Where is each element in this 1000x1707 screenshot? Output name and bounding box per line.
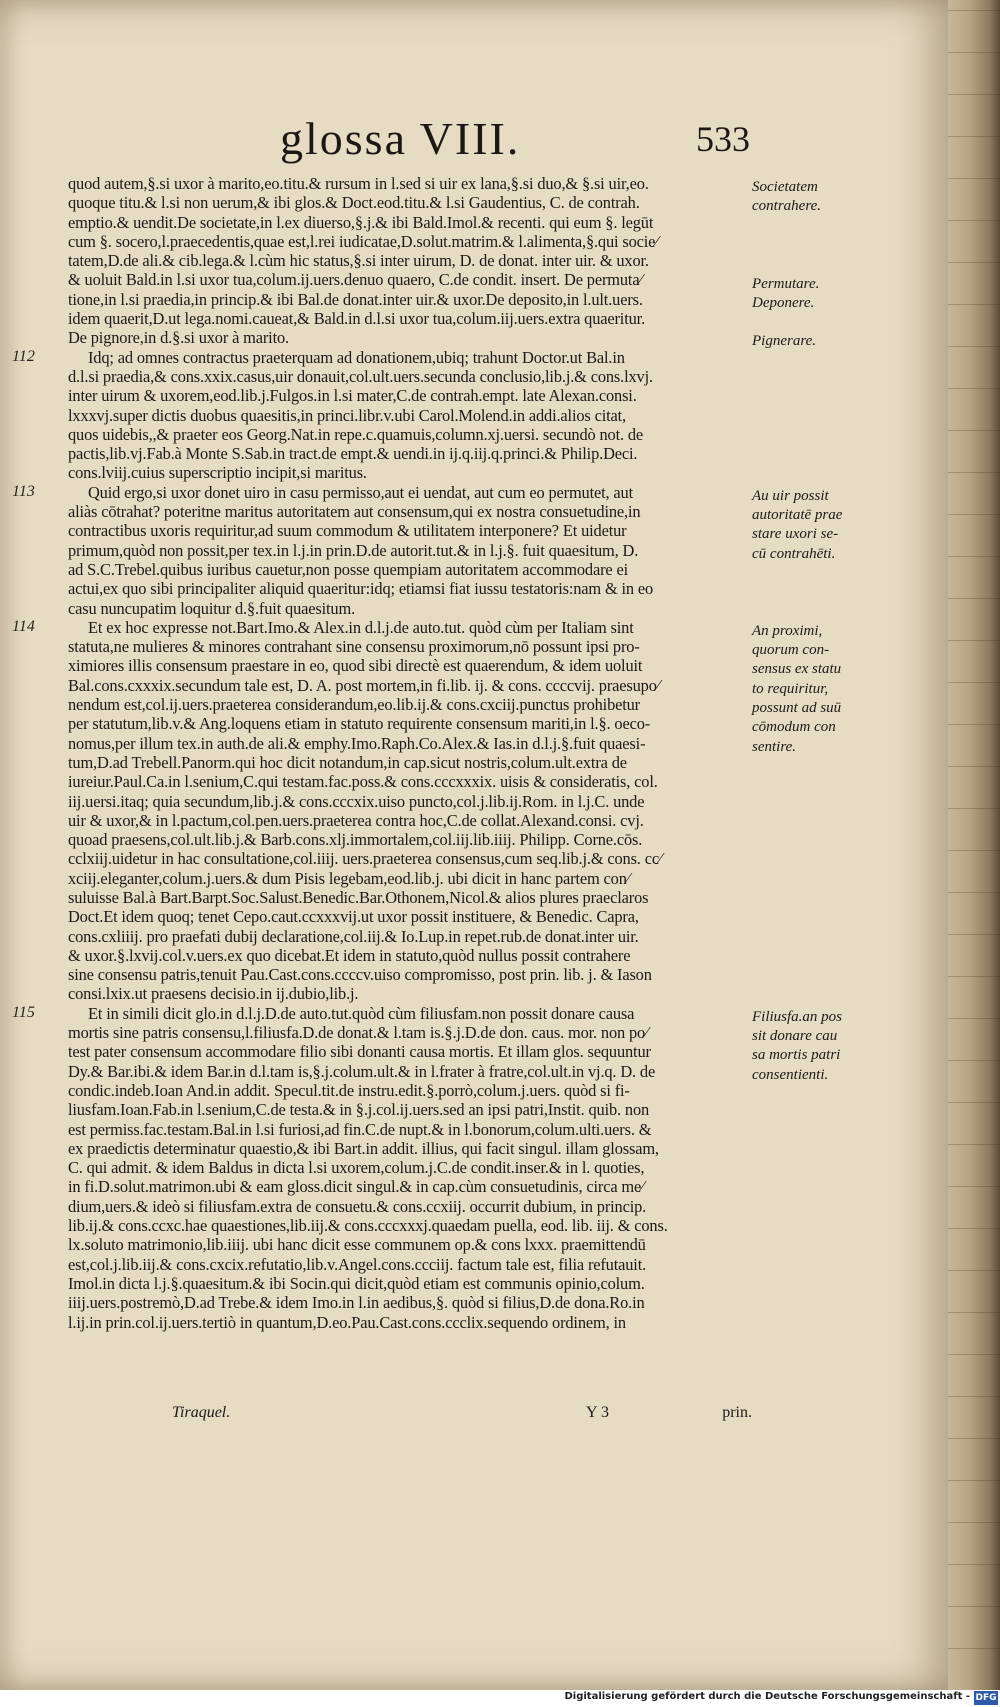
paragraph-number: 115 (12, 1003, 35, 1021)
paragraph-number: 113 (12, 482, 35, 500)
page-footer (68, 1404, 752, 1426)
edge-line (948, 1564, 1000, 1565)
edge-line (948, 724, 1000, 725)
edge-line (948, 10, 1000, 11)
text-line: Dy.& Bar.ibi.& idem Bar.in d.l.tam is,§.j.colum.ult.& in l.frater à fratre,col.ult.in vj.q. D. de (68, 1061, 656, 1081)
edge-line (948, 220, 1000, 221)
edge-line (948, 1060, 1000, 1061)
edge-line (948, 1522, 1000, 1523)
edge-line (948, 346, 1000, 347)
edge-line (948, 514, 1000, 515)
margin-note (752, 622, 848, 757)
text-line: consi.lxix.ut praesens decisio.in ij.dubio,lib.j. (68, 984, 359, 1004)
text-line: Doct.Et idem quoq; tenet Cepo.caut.ccxxxvij.ut uxor possit instituere, & Benedic. Capra, (68, 907, 639, 927)
text-line: tione,in l.si praedia,in princip.& ibi Bal.de donat.inter uir.& uxor.De deposito,in l.ult.uers. (68, 289, 643, 309)
text-line: lxxxvj.super dictis duobus quaesitis,in princi.libr.v.ubi Carol.Molend.in addi.alios citat, (68, 405, 626, 425)
text-line: uir & uxor,& in l.pactum,col.pen.uers.praeterea contra hoc,C.de collat.Alexand.consi. cvj. (68, 810, 644, 830)
text-line: Quid ergo,si uxor donet uiro in casu permisso,aut ei uendat, aut cum eo permutet, aut (88, 482, 634, 502)
text-line: lx.soluto matrimonio,lib.iiij. ubi hanc dicit esse communem op.& cons lxxx. praemittendū (68, 1235, 646, 1255)
text-line: C. qui admit. & idem Baldus in dicta l.si uxorem,colum.j.C.de condit.inser.& in l. quoties, (68, 1158, 645, 1178)
body-text (68, 174, 752, 1332)
text-line: actui,ex quo sibi principaliter aliquid quaeritur:idq; etiamsi fiat iussu testatoris:nam & in eo (68, 579, 654, 599)
edge-line (948, 808, 1000, 809)
margin-note-line: cū contrahēti. (752, 545, 836, 562)
margin-note-line: autoritatē prae (752, 507, 843, 524)
text-line: Idq; ad omnes contractus praeterquam ad donationem,ubiq; trahunt Doctor.ut Bal.in (88, 347, 625, 367)
text-line: primum,quòd non possit,per tex.in l.j.in prin.D.de autorit.tut.& in l.j.§. fuit quaesitum, D. (68, 540, 639, 560)
edge-line (948, 1270, 1000, 1271)
text-line: Bal.cons.cxxxix.secundum tale est, D. A. post mortem,in fi.lib. ij. & cons. ccccvij. praesupo⁄ (68, 675, 660, 695)
edge-line (948, 304, 1000, 305)
text-line: idem quaerit,D.ut lega.nomi.caueat,& Bald.in d.l.si uxor tua,colum.iij.uers.extra quaeritur. (68, 309, 646, 329)
margin-note-line: An proximi, (752, 622, 823, 639)
text-line: quoque titu.& l.si non uerum,& ibi glos.& Doct.eod.titu.& l.si Gaudentius, C. de contrah. (68, 193, 640, 213)
edge-line (948, 1102, 1000, 1103)
edge-line (948, 598, 1000, 599)
margin-note-line: Societatem (752, 179, 818, 195)
credit-text: Digitalisierung gefördert durch die Deutsche Forschungsgemeinschaft - (564, 1691, 970, 1702)
text-line: pactis,lib.vj.Fab.à Monte S.Sab.in tract.de empt.& uendi.in ij.q.iij.q.princi.& Philip.Deci. (68, 444, 638, 464)
text-line: aliàs cōtrahat? poteritne maritus autoritatem aut consensum,qui ex nostra consuetudine,in (68, 502, 641, 522)
paragraph-number: 112 (12, 347, 35, 365)
text-line: emptio.& uendit.De societate,in l.ex diuerso,§.j.& ibi Bald.Imol.& recenti. qui eum §. legūt (68, 212, 654, 232)
page-number: 533 (696, 119, 750, 159)
text-line: liusfam.Ioan.Fab.in l.senium,C.de testa.& in §.j.col.ij.uers.sed an ipsi patri,Instit. quib. non (68, 1100, 650, 1120)
text-line: statuta,ne mulieres & minores contrahant sine consensu proximorum,nō possunt ipsi pro- (68, 637, 640, 657)
text-line: quos uidebis,,& praeter eos Georg.Nat.in repe.c.quamuis,column.xj.uersi. secundò not. de (68, 424, 644, 444)
text-line: tatem,D.de ali.& cib.lega.& l.cùm hic status,§.si inter uirum, D. de donat. inter uir. & uxor. (68, 251, 649, 271)
margin-note-line: to requiritur, (752, 680, 829, 697)
margin-note-line: cōmodum con (752, 719, 836, 736)
edge-line (948, 94, 1000, 95)
edge-line (948, 934, 1000, 935)
margin-note-line: possunt ad suū (752, 700, 842, 717)
edge-line (948, 1396, 1000, 1397)
edge-line (948, 892, 1000, 893)
text-line: iiij.uers.postremò,D.ad Trebe.& idem Imo.in l.in aedibus,§. quòd si filius,D.de dona.Ro.in (68, 1293, 645, 1313)
dfg-logo-icon: DFG (975, 1693, 997, 1703)
edge-line (948, 1354, 1000, 1355)
text-line: cclxiij.uidetur in hac consultatione,col.iiij. uers.praeterea consensus,cum seq.lib.j.& cons. cc⁄ (68, 849, 662, 869)
margin-note-line: Deponere. (752, 294, 815, 311)
margin-note-line: stare uxori se- (752, 526, 839, 543)
text-line: est permiss.fac.testam.Bal.in l.si furiosi,ad fin.C.de nupt.& in l.bonorum,colum.ulti.uers. & (68, 1119, 652, 1139)
text-line: quod autem,§.si uxor à marito,eo.titu.& rursum in l.sed si uir ex lana,§.si duo,& §.si uir,eo. (68, 174, 649, 193)
text-line: ad S.C.Trebel.quibus iuribus cauetur,non posse quempiam autoritatem accommodare ei (68, 559, 628, 579)
credit-bar (0, 1690, 1000, 1707)
edge-line (948, 1606, 1000, 1607)
text-line: iureiur.Paul.Ca.in l.senium,C.qui testam.fac.poss.& cons.cccxxxix. uisis & consideratis, col. (68, 772, 658, 792)
text-line: dium,uers.& ideò si filiusfam.extra de consuetu.& cons.ccxiij. occurrit dubium, in princip. (68, 1196, 647, 1216)
edge-line (948, 1144, 1000, 1145)
margin-note (752, 178, 848, 217)
edge-line (948, 262, 1000, 263)
edge-line (948, 1228, 1000, 1229)
text-line: sine consensu patris,tenuit Pau.Cast.cons.ccccv.uiso compromisso, post prin. lib. j. & Iason (68, 965, 652, 985)
catchword: prin. (722, 1404, 752, 1421)
running-title: glossa VIII. (280, 113, 521, 164)
text-line: Et ex hoc expresse not.Bart.Imo.& Alex.in d.l.j.de auto.tut. quòd cùm per Italiam sint (88, 617, 634, 637)
edge-line (948, 136, 1000, 137)
margin-note-line: sentire. (752, 738, 797, 755)
edge-line (948, 1018, 1000, 1019)
text-line: in fi.D.solut.matrimon.ubi & eam gloss.dicit singul.& in cap.cùm consuetudinis, circa me⁄ (68, 1177, 644, 1197)
text-line: & uxor.§.lxvij.col.v.uers.ex quo dicebat.Et idem in statuto,quòd nullus possit contrahere (68, 945, 631, 965)
text-line: ximiores illis consensum praestare in eo, quod sibi directè est quaerendum, & idem uoluit (68, 656, 643, 676)
edge-line (948, 1312, 1000, 1313)
footer-author: Tiraquel. (172, 1404, 231, 1421)
text-line: casu nuncupatim loquitur d.§.fuit quaesitum. (68, 598, 356, 618)
text-line: condic.indeb.Ioan And.in addit. Specul.tit.de instru.edit.§.porrò,colum.j.uers. quòd si fi- (68, 1080, 630, 1100)
text-line: De pignore,in d.§.si uxor à marito. (68, 328, 289, 348)
text-line: quoad praesens,col.ult.lib.j.& Barb.cons.xlj.immortalem,col.iij.lib.iiij. Philipp. Corne.cōs. (68, 830, 643, 850)
edge-line (948, 388, 1000, 389)
margin-note-line: quorum con- (752, 642, 830, 659)
edge-line (948, 976, 1000, 977)
edge-line (948, 682, 1000, 683)
edge-line (948, 1480, 1000, 1481)
page-edge (948, 0, 1000, 1690)
text-line: Imol.in dicta l.j.§.quaesitum.& ibi Socin.qui dicit,quòd etiam est communis opinio,colum. (68, 1273, 645, 1293)
text-line: nendum est,col.ij.uers.praeterea considerandum,eo.lib.ij.& cons.cxciij.punctus prohibetur (68, 695, 640, 715)
paragraph-number: 114 (12, 617, 35, 635)
text-line: inter uirum & uxorem,eod.lib.j.Fulgos.in l.si mater,C.de contrah.empt. late Alexan.consi. (68, 386, 637, 406)
text-line: contractibus uxoris requiritur,ad suum commodum & utilitatem interponere? Et uidetur (68, 521, 627, 541)
margin-note-line: sit donare cau (752, 1028, 838, 1045)
text-line: ex praedictis determinatur quaestio,& ibi Bart.in addit. illius, qui facit singul. illam glossam, (68, 1138, 659, 1158)
text-line: cons.lviij.cuius superscriptio incipit,si maritus. (68, 463, 367, 483)
margin-note-line: sensus ex statu (752, 661, 842, 678)
edge-line (948, 472, 1000, 473)
edge-line (948, 1438, 1000, 1439)
text-line: cons.cxliiij. pro praefati dubij declaratione,col.iij.& Io.Lup.in repet.rub.de donat.inter uir. (68, 926, 639, 946)
margin-note-line: sa mortis patri (752, 1047, 841, 1064)
text-line: d.l.si praedia,& cons.xxix.casus,uir donauit,col.ult.uers.secunda conclusio,lib.j.& cons.lxvj. (68, 366, 653, 386)
margin-note-line: Filiusfa.an pos (752, 1008, 843, 1025)
text-line: mortis sine patris consensu,l.filiusfa.D.de donat.& l.tam is.§.j.D.de don. caus. mor. non po⁄ (68, 1023, 648, 1043)
text-line: tum,D.ad Trebell.Panorm.qui hoc dicit notandum,in cap.sicut nostris,colum.ult.extra de (68, 752, 627, 772)
margin-note-line: contrahere. (752, 198, 822, 215)
margin-note-line: consentienti. (752, 1066, 829, 1083)
margin-note-line: Pignerare. (752, 333, 817, 350)
text-line: l.ij.in prin.col.ij.uers.tertiò in quantum,D.eo.Pau.Cast.cons.ccclix.sequendo ordinem, in (68, 1312, 626, 1332)
edge-line (948, 1648, 1000, 1649)
edge-line (948, 850, 1000, 851)
text-line: & uoluit Bald.in l.si uxor tua,colum.ij.uers.denuo quaero, C.de condit. insert. De permuta⁄ (68, 270, 643, 290)
text-line: lib.ij.& cons.ccxc.hae quaestiones,lib.iij.& cons.cccxxxj.quaedam puella, eod. lib. iij. & cons. (68, 1216, 668, 1236)
margin-note (752, 275, 848, 314)
edge-line (948, 52, 1000, 53)
edge-line (948, 556, 1000, 557)
text-line: per statutum,lib.v.& Ang.loquens etiam in statuto requirente consensum mariti,in l.§. oeco- (68, 714, 651, 734)
text-line: Et in simili dicit glo.in d.l.j.D.de auto.tut.quòd cùm filiusfam.non possit donare causa (88, 1003, 635, 1023)
margin-note-line: Permutare. (752, 275, 820, 292)
edge-line (948, 640, 1000, 641)
text-line: suluisse Bal.à Bart.Barpt.Soc.Salust.Benedic.Bar.Othonem,Nicol.& alios plures praeclaros (68, 887, 649, 907)
margin-note (752, 487, 848, 564)
text-line: est,col.j.lib.iij.& cons.cxcix.refutatio,lib.v.Angel.cons.ccciij. factum tale est, filia refutauit. (68, 1254, 647, 1274)
page-header (0, 112, 760, 166)
text-line: xciij.eleganter,colum.j.uers.& dum Pisis legebam,eod.lib.j. ubi dicit in hanc partem con⁄ (68, 868, 630, 888)
edge-line (948, 766, 1000, 767)
margin-note (752, 332, 848, 351)
signature-mark: Y 3 (586, 1404, 609, 1421)
text-line: nomus,per illum tex.in auth.de ali.& emphy.Imo.Raph.Co.Alex.& Ias.in d.l.j.§.fuit quaesi- (68, 733, 646, 753)
edge-line (948, 430, 1000, 431)
text-line: iij.uersi.itaq; quia secundum,lib.j.& cons.cccxix.uiso puncto,col.j.lib.ij.Rom. in l.j.C. unde (68, 791, 645, 811)
text-line: test pater consensum accommodare filio sibi donanti causa mortis. Et illam glos. sequuntur (68, 1042, 651, 1062)
edge-line (948, 1186, 1000, 1187)
text-line: cum §. socero,l.praecedentis,quae est,l.rei iudicatae,D.solut.matrim.& l.alimenta,§.qui socie⁄ (68, 231, 658, 251)
margin-note (752, 1008, 848, 1085)
margin-note-line: Au uir possit (752, 487, 829, 504)
edge-line (948, 178, 1000, 179)
